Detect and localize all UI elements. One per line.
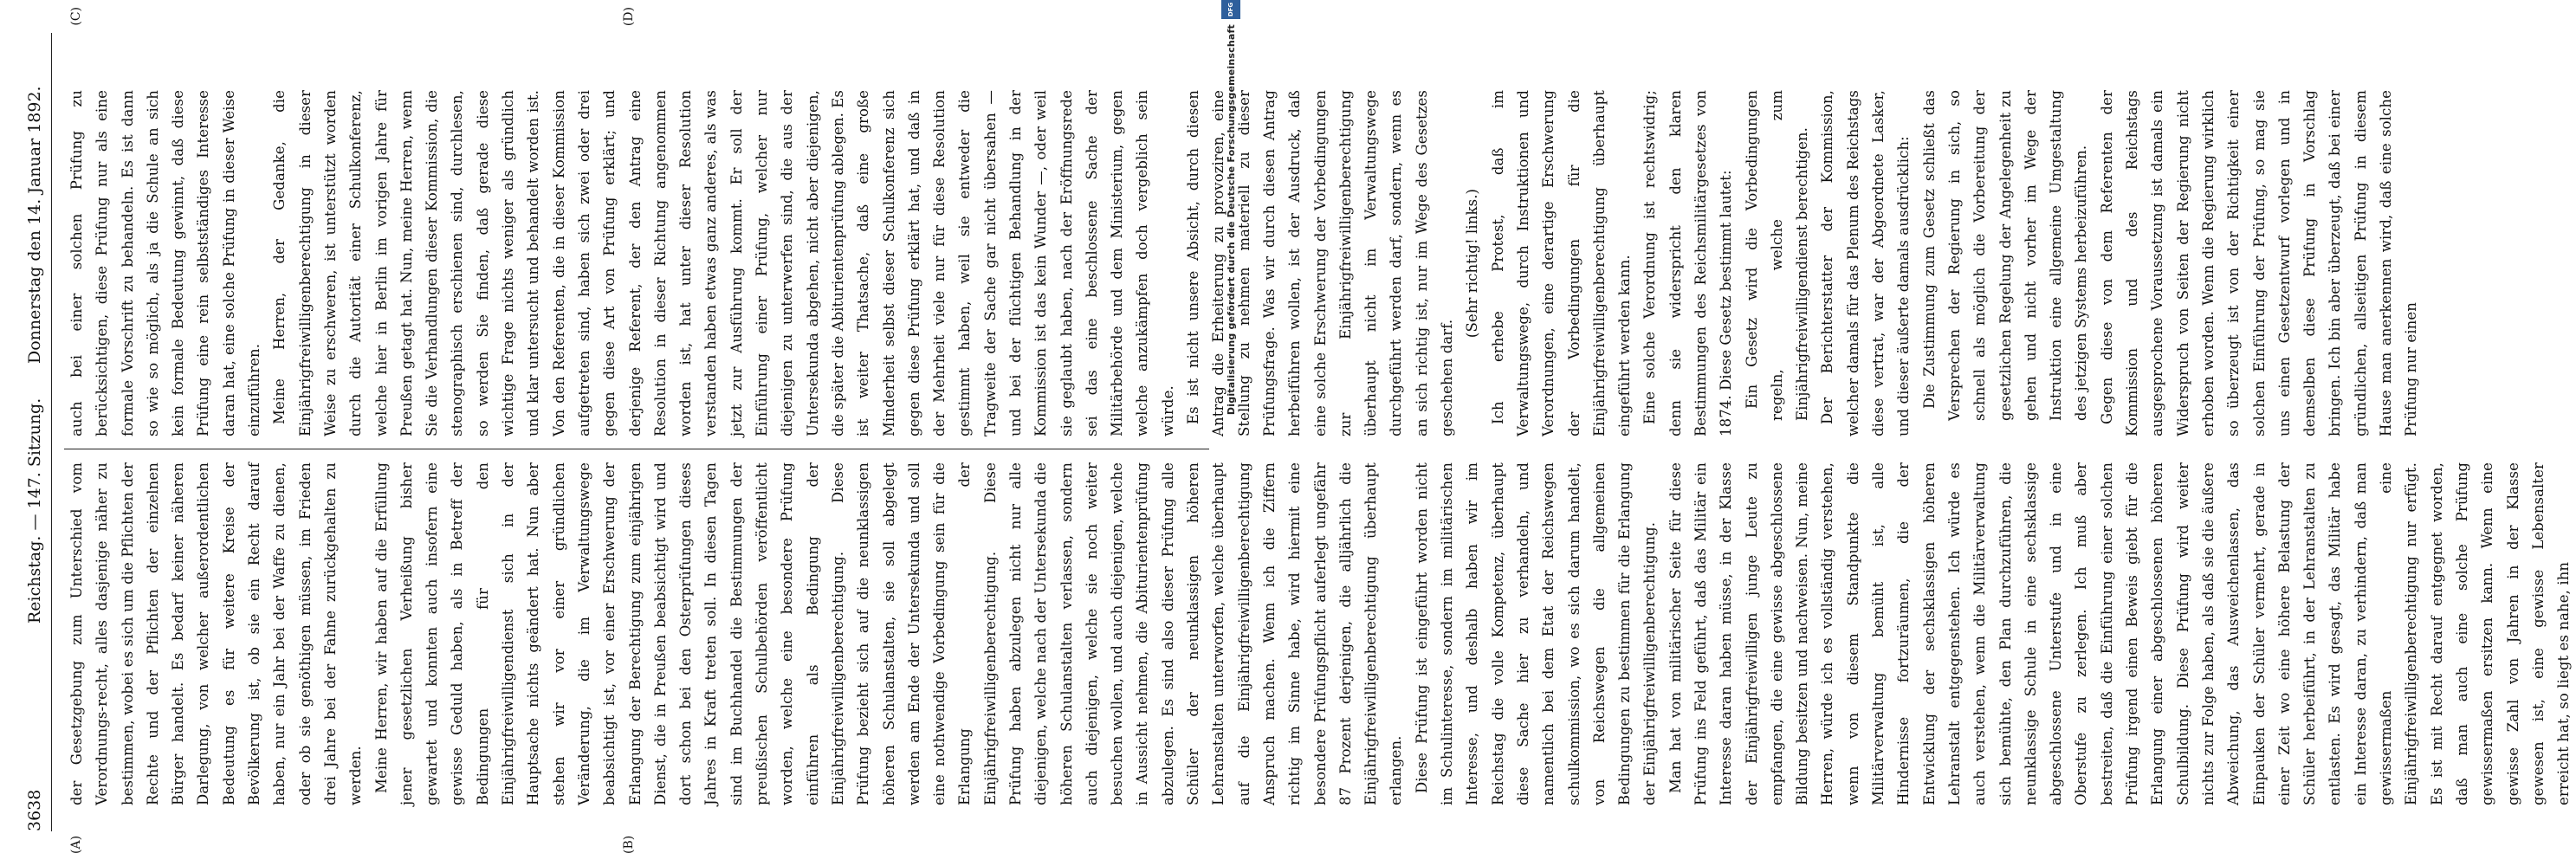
paragraph: Der Berichterstatter der Kommission, welcher damals für das Plenum des Reichstags diese vertrat, war der Abgeordnete Lasker, und dieser äußerte damals ausdrücklich: [1819, 90, 1913, 436]
paragraph: Man hat von militärischer Seite für diese Prüfung ins Feld geführt, daß das Militär ein Interesse daran haben müsse, in der Klasse der Einjährigfreiwilligen junge Leute zu empfangen, die eine gewisse abgeschlossene Bildung besitzen und nachweisen. Nun, meine Herren, würde ich es vollständig verstehen, wenn von diesem Standpunkte die Militärverwaltung bemüht ist, alle Hindernisse fortzuräumen, die der Entwicklung der sechsklassigen höheren Lehranstalt entgegenstehen. Ich würde es auch verstehen, wenn die Militärverwaltung sich bemühte, den Plan durchzuführen, die neunklassige Schule in eine sechsklassige abgeschlossene Unterstufe und in eine Oberstufe zu zerlegen. Ich muß aber bestreiten, daß die Einführung einer solchen Prüfung irgend einen Beweis giebt für die Erlangung einer abgeschlossenen höheren Schulbildung. Diese Prüfung wird weiter nichts zur Folge haben, als daß sie die äußere Abweichung, das Ausweichenlassen, das Einpauken der Schüler vermehrt, gerade in einer Zeit wo eine höhere Belastung der Schüler herbeiführt, in der Lehranstalten zu entlasten. Es wird gesagt, das Militär habe ein Interesse daran, zu verhindern, daß man gewissermaßen eine Einjährigfreiwilligenberechtigung nur erfügt. Es ist mit Recht darauf entgegnet worden, daß man auch eine solche Prüfung gewissermaßen ersitzen kann. Wenn eine gewisse Zahl von Jahren in der Klasse gewesen ist, eine gewisse Lebensalter erreicht hat, so liegt es nahe, ihn [1667, 462, 2573, 805]
quoted-law: Ein Gesetz wird die Vorbedingungen regeln, welche zum Einjährigfreiwilligendienst berechtigen. [1743, 90, 1811, 421]
dfg-logo: DFG [1221, 0, 1240, 19]
paragraph: der Gesetzgebung zum Unterschied vom Verordnungs-recht, alles dasjenige näher zu bestimmen, wobei es sich um die Pflichten der Rechte und der Pflichten der einzelnen Bürger handelt. Es bedarf keiner näheren Darlegung, von welcher außerordentlichen Bedeutung es für weitere Kreise der Bevölkerung ist, ob sie ein Recht darauf haben, nur ein Jahr bei der Waffe zu dienen, oder ob sie genöthigen müssen, im Frieden drei Jahre bei der Fahne zurückgehalten zu werden. [68, 462, 365, 805]
session-date: Donnerstag den 14. Januar 1892. [25, 86, 44, 364]
interjection: (Sehr richtig! links.) [1464, 188, 1481, 339]
margin-mark-a: (A) [69, 835, 83, 854]
left-column [64, 462, 2573, 805]
digitization-credit: Digitalisierung gefördert durch die Deutsche Forschungsgemeinschaft [1226, 24, 1237, 416]
paragraph: Meine Herren, der Gedanke, die Einjährigfreiwilligenberechtigung in dieser Weise zu erschweren, ist unterstützt worden durch die Autorität einer Schulkonferenz, welche hier in Berlin im vorigen Jahre für Preußen getagt hat. Nun, meine Herren, wenn Sie die Verhandlungen dieser Kommission, die stenographisch erschienen sind, durchlesen, so werden Sie finden, daß gerade diese wichtige Frage nichts weniger als gründlich und klar untersucht und behandelt worden ist. Von den Referenten, die in dieser Kommission aufgetreten sind, haben sich zwei oder drei gegen diese Art von Prüfung erklärt; und derjenige Referent, der den Antrag eine Resolution in dieser Richtung angenommen worden ist, hat unter dieser Resolution verstanden haben etwas ganz anderes, als was jetzt zur Ausführung kommt. Er soll der Einführung einer Prüfung, welcher nur diejenigen zu unterwerfen sind, die aus der Untersekunda abgehen, nicht aber diejenigen, die später die Abiturientenprüfung ablegen. Es ist weiter Thatsache, daß eine große Minderheit selbst dieser Schulkonferenz sich gegen diese Prüfung erklärt hat, und daß in der Mehrheit viele nur für diese Resolution gestimmt haben, weil sie entweder die Tragweite der Sache gar nicht übersahen — und bei der flüchtigen Behandlung in der Kommission ist das kein Wunder —, oder weil sie geglaubt haben, nach der Eröffnungsrede sei das eine beschlossene Sache der Militärbehörde und dem Ministerium, gegen welche anzukämpfen doch vergeblich sein würde. [271, 90, 1176, 436]
paragraph: Es ist nicht unsere Absicht, durch diesen Antrag die Erheiterung zu provoziren, eine Stellung zu nehmen materiell zu dieser Prüfungsfrage. Was wir durch diesen Antrag herbeiführen wollen, ist der Ausdruck, daß eine solche Erschwerung der Vorbedingungen zur Einjährigfreiwilligenberechtigung überhaupt nicht im Verwaltungswege durchgeführt werden darf, sondern, wenn es an sich richtig ist, nur im Wege des Gesetzes geschehen darf. [1185, 90, 1456, 436]
margin-mark-c: (C) [69, 7, 83, 26]
header-rule [51, 33, 52, 831]
paragraph: Gegen diese von dem Referenten der Kommission und des Reichstags ausgesprochene Voraussetzung ist damals ein Widerspruch von Seiten der Regierung nicht erhoben worden. Wenn die Regierung wirklich so überzeugt ist von der Richtigkeit einer solchen Einführung der Prüfung, so mag sie uns einen Gesetzentwurf vorlegen und in demselben diese Prüfung in Vorschlag bringen. Ich bin aber überzeugt, daß bei einer gründlichen, allseitigen Prüfung in diesem Hause man anerkennen wird, daß eine solche Prüfung nur einen [2098, 90, 2420, 436]
paragraph: Ich erhebe Protest, daß im Verwaltungswege, durch Instruktionen und Verordnungen, eine derartige Erschwerung der Vorbedingungen für die Einjährigfreiwilligenberechtigung überhaupt eingeführt werden kann. [1489, 90, 1634, 436]
page-number: 3638 [25, 789, 44, 831]
paragraph: Eine solche Verordnung ist rechtswidrig; denn sie widerspricht den klaren Bestimmungen des Reichsmilitärgesetzes von 1874. Diese Gesetz bestimmt lautet: [1641, 90, 1735, 436]
quoted-statement: Die Zustimmung zum Gesetz schließt das Versprechen der Regierung in sich, so schnell als möglich die Vorbereitung der gesetzlichen Regelung der Angelegenheit zu gehen und nicht vorher im Wege der Instruktion eine allgemeine Umgestaltung des jetzigen Systems herbeizuführen. [1920, 90, 2090, 421]
margin-mark-b: (B) [622, 835, 636, 854]
margin-mark-d: (D) [622, 7, 636, 27]
session-title: Reichstag. — 147. Sitzung. [25, 397, 44, 624]
page-header [17, 33, 52, 831]
paragraph: Meine Herren, wir haben auf die Erfüllung jener gesetzlichen Verheißung bisher gewartet und konnten auch insofern eine gewisse Geduld haben, als in Betreff der Bedingungen für den Einjährigfreiwilligendienst sich in der Hauptsache nichts geändert hat. Nun aber stehen wir vor einer gründlichen Veränderung, die im Verwaltungswege beabsichtigt ist, vor einer Erschwerung der Erlangung der Berechtigung zum einjährigen Dienst, die in Preußen beabsichtigt wird und dort schon bei den Osterprüfungen dieses Jahres in Kraft treten soll. In diesen Tagen sind im Buchhandel die Bestimmungen der preußischen Schulbehörden veröffentlicht worden, welche eine besondere Prüfung einführen als Bedingung der Einjährigfreiwilligenberechtigung. Diese Prüfung bezieht sich auf die neunklassigen höheren Schulanstalten, sie soll abgelegt werden am Ende der Untersekunda und soll eine nothwendige Vorbedingung sein für die Erlangung der Einjährigfreiwilligenberechtigung. Diese Prüfung haben abzulegen nicht nur alle diejenigen, welche nach der Untersekunda die höheren Schulanstalten verlassen, sondern auch diejenigen, welche sie noch weiter besuchen wollen, und auch diejenigen, welche in Aussicht nehmen, die Abiturientenprüfung abzulegen. Es sind also dieser Prüfung alle Schüler der neunklassigen höheren Lehranstalten unterworfen, welche überhaupt auf die Einjährigfreiwilligenberechtigung Anspruch machen. Wenn ich die Ziffern richtig im Sinne habe, wird hiermit eine besondere Prüfungspflicht auferlegt ungefähr 87 Prozent derjenigen, die alljährlich die Einjährigfreiwilligenberechtigung überhaupt erlangen. [372, 462, 1405, 805]
paragraph: Diese Prüfung ist eingeführt worden nicht im Schulinteresse, sondern im militärischen Interesse, und deshalb haben wir im Reichstag die volle Kompetenz, überhaupt diese Sache hier zu verhandeln, und namentlich bei dem Etat der Reichswegen schulkommission, wo es sich darum handelt, von Reichswegen die allgemeinen Bedingungen zu bestimmen für die Erlangung der Einjährigfreiwilligenberechtigung. [1413, 462, 1659, 805]
paragraph: auch bei einer solchen Prüfung zu berücksichtigen, diese Prüfung nur als eine formale Vorschrift zu behandeln. Es ist dann so wie so möglich, als ja die Schule an sich kein formale Bedeutung gewinnt, daß diese Prüfung eine rein selbstständiges Interesse daran hat, eine solche Prüfung in dieser Weise einzuführen. [68, 90, 263, 436]
